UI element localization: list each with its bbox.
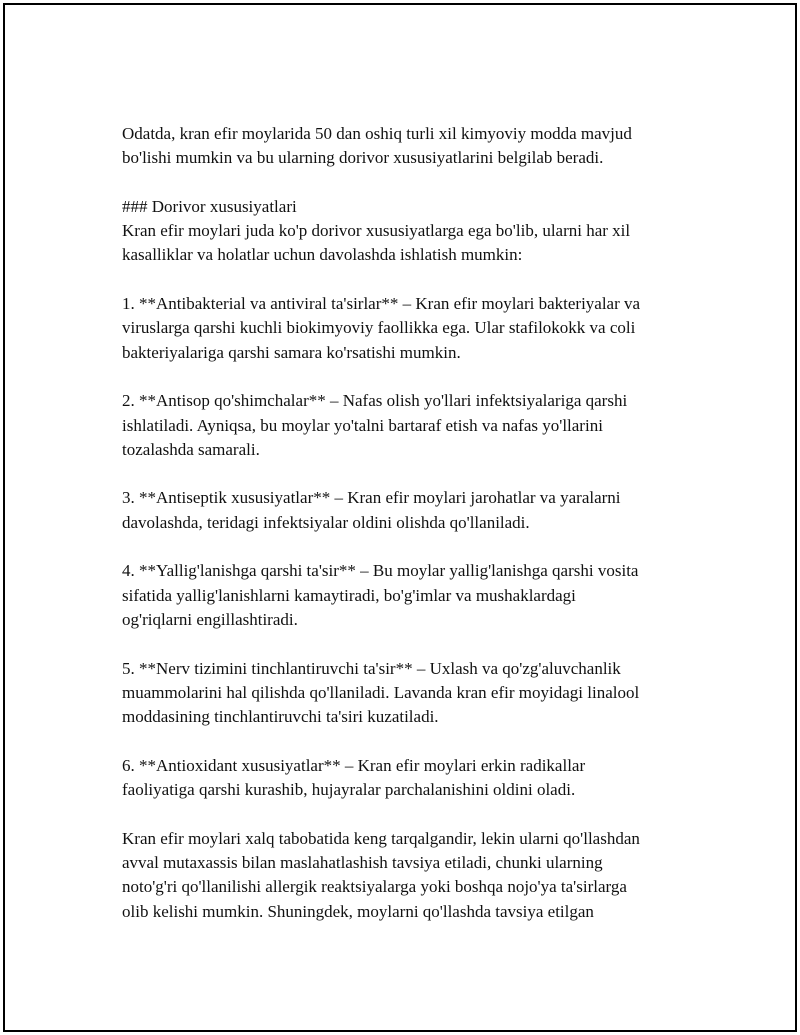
- text-line: moddasining tinchlantiruvchi ta'siri kuzatiladi.: [122, 707, 439, 727]
- text-line: og'riqlarni engillashtiradi.: [122, 609, 298, 629]
- paragraph-gap: [122, 171, 702, 195]
- list-item-3: [122, 486, 702, 535]
- text-line: muammolarini hal qilishda qo'llaniladi. Lavanda kran efir moyidagi linalool: [122, 682, 640, 702]
- paragraph-gap: [122, 802, 702, 826]
- list-item-1: [122, 292, 702, 365]
- paragraph-gap: [122, 535, 702, 559]
- paragraph-gap: [122, 268, 702, 292]
- text-line: kasalliklar va holatlar uchun davolashda ishlatish mumkin:: [122, 245, 523, 265]
- paragraph-gap: [122, 632, 702, 656]
- text-line: Kran efir moylari juda ko'p dorivor xususiyatlarga ega bo'lib, ularni har xil: [122, 221, 631, 241]
- text-line: bakteriyalariga qarshi samara ko'rsatishi mumkin.: [122, 342, 461, 362]
- text-line: 3. **Antiseptik xususiyatlar** – Kran efir moylari jarohatlar va yaralarni: [122, 488, 621, 508]
- text-line: 4. **Yallig'lanishga qarshi ta'sir** – Bu moylar yallig'lanishga qarshi vosita: [122, 561, 639, 581]
- list-item-5: [122, 657, 702, 730]
- text-line: 2. **Antisop qo'shimchalar** – Nafas olish yo'llari infektsiyalariga qarshi: [122, 391, 628, 411]
- list-item-6: [122, 754, 702, 803]
- text-line: viruslarga qarshi kuchli biokimyoviy faollikka ega. Ular stafilokokk va coli: [122, 318, 636, 338]
- paragraph-gap: [122, 462, 702, 486]
- text-line: faoliyatiga qarshi kurashib, hujayralar parchalanishini oldini oladi.: [122, 780, 576, 800]
- text-line: sifatida yallig'lanishlarni kamaytiradi, bo'g'imlar va mushaklardagi: [122, 585, 576, 605]
- text-line: 1. **Antibakterial va antiviral ta'sirlar** – Kran efir moylari bakteriyalar va: [122, 294, 641, 314]
- text-line: olib kelishi mumkin. Shuningdek, moylarni qo'llashda tavsiya etilgan: [122, 901, 594, 921]
- list-item-4: [122, 559, 702, 632]
- text-line: ishlatiladi. Ayniqsa, bu moylar yo'talni bartaraf etish va nafas yo'llarini: [122, 415, 603, 435]
- text-line: 6. **Antioxidant xususiyatlar** – Kran efir moylari erkin radikallar: [122, 755, 586, 775]
- text-line: davolashda, teridagi infektsiyalar oldini olishda qo'llaniladi.: [122, 512, 530, 532]
- paragraph-gap: [122, 365, 702, 389]
- text-line: bo'lishi mumkin va bu ularning dorivor xususiyatlarini belgilab beradi.: [122, 148, 604, 168]
- text-line: Odatda, kran efir moylarida 50 dan oshiq turli xil kimyoviy modda mavjud: [122, 124, 632, 143]
- text-line: tozalashda samarali.: [122, 439, 260, 459]
- text-line: avval mutaxassis bilan maslahatlashish tavsiya etiladi, chunki ularning: [122, 852, 603, 872]
- paragraph-gap: [122, 729, 702, 753]
- closing-paragraph: [122, 827, 702, 924]
- intro-paragraph: [122, 122, 702, 171]
- text-line: Kran efir moylari xalq tabobatida keng tarqalgandir, lekin ularni qo'llashdan: [122, 828, 640, 848]
- list-item-2: [122, 389, 702, 462]
- section-heading: ### Dorivor xususiyatlari: [122, 196, 297, 216]
- page-frame: [3, 3, 797, 1032]
- text-line: 5. **Nerv tizimini tinchlantiruvchi ta'sir** – Uxlash va qo'zg'aluvchanlik: [122, 658, 621, 678]
- section-intro-paragraph: [122, 219, 702, 268]
- text-line: noto'g'ri qo'llanilishi allergik reaktsiyalarga yoki boshqa nojo'ya ta'sirlarga: [122, 877, 627, 897]
- document-body: [122, 122, 702, 924]
